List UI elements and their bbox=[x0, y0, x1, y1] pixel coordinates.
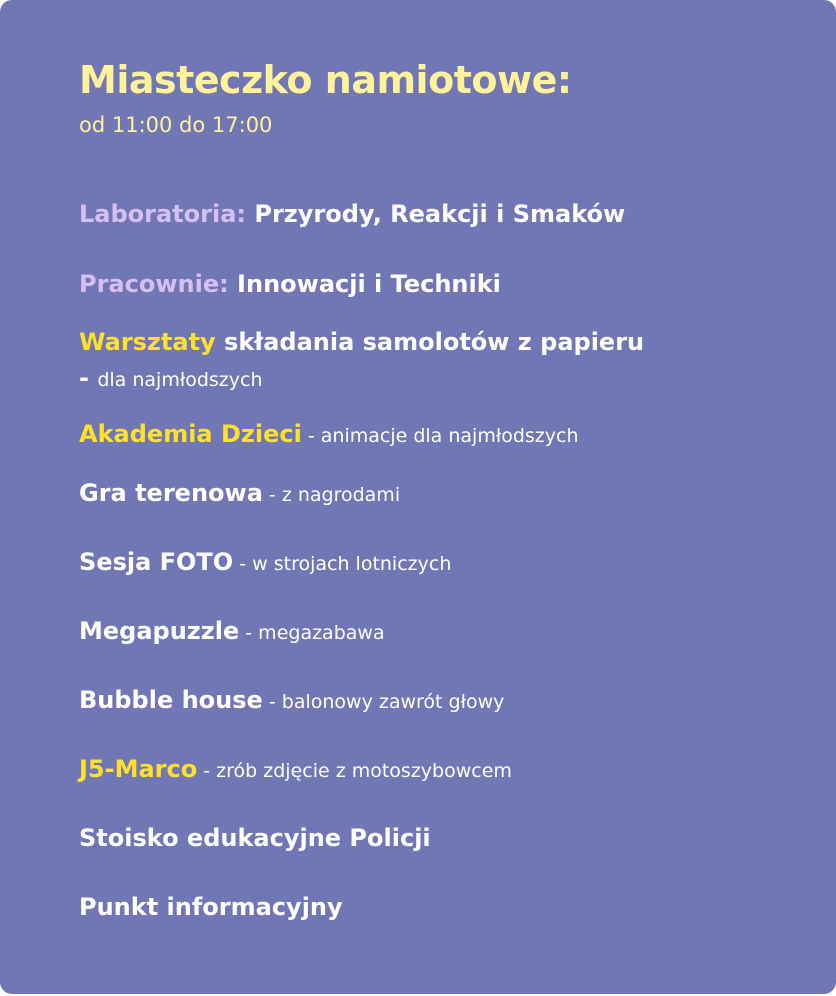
list-item-stoisko-policji bbox=[79, 824, 431, 852]
list-item-punkt-informacyjny bbox=[79, 893, 343, 921]
item-description: - megazabawa bbox=[239, 622, 385, 644]
item-text: Przyrody, Reakcji i Smaków bbox=[246, 200, 626, 228]
item-label: Stoisko edukacyjne Policji bbox=[79, 824, 431, 852]
item-label: Warsztaty bbox=[79, 328, 216, 356]
item-label: Bubble house bbox=[79, 686, 263, 714]
item-label: Laboratoria: bbox=[79, 200, 247, 228]
item-dash: - bbox=[79, 364, 98, 392]
item-description: - zrób zdjęcie z motoszybowcem bbox=[197, 760, 512, 782]
item-label: Pracownie: bbox=[79, 270, 229, 298]
item-description: - z nagrodami bbox=[262, 484, 401, 506]
item-description: dla najmłodszych bbox=[97, 369, 263, 391]
item-label: J5-Marco bbox=[79, 755, 198, 783]
list-item-gra-terenowa bbox=[79, 479, 400, 507]
item-label: Sesja FOTO bbox=[79, 548, 234, 576]
page-title: Miasteczko namiotowe: bbox=[79, 58, 572, 102]
list-item-warsztaty-desc bbox=[79, 364, 263, 392]
list-item-megapuzzle bbox=[79, 617, 385, 645]
list-item-laboratoria bbox=[79, 200, 625, 228]
opening-hours: od 11:00 do 17:00 bbox=[79, 113, 273, 137]
item-text: składania samolotów z papieru bbox=[215, 328, 645, 356]
list-item-sesja-foto bbox=[79, 548, 451, 576]
item-label: Akademia Dzieci bbox=[79, 420, 302, 448]
item-description: - balonowy zawrót głowy bbox=[262, 691, 505, 713]
list-item-bubble-house bbox=[79, 686, 504, 714]
list-item-warsztaty bbox=[79, 328, 644, 356]
item-description: - w strojach lotniczych bbox=[233, 553, 452, 575]
list-item-pracownie bbox=[79, 270, 501, 298]
list-item-j5-marco bbox=[79, 755, 512, 783]
item-description: - animacje dla najmłodszych bbox=[301, 425, 579, 447]
item-label: Punkt informacyjny bbox=[79, 893, 343, 921]
item-label: Gra terenowa bbox=[79, 479, 263, 507]
list-item-akademia-dzieci bbox=[79, 420, 579, 448]
item-label: Megapuzzle bbox=[79, 617, 240, 645]
item-text: Innowacji i Techniki bbox=[228, 270, 501, 298]
